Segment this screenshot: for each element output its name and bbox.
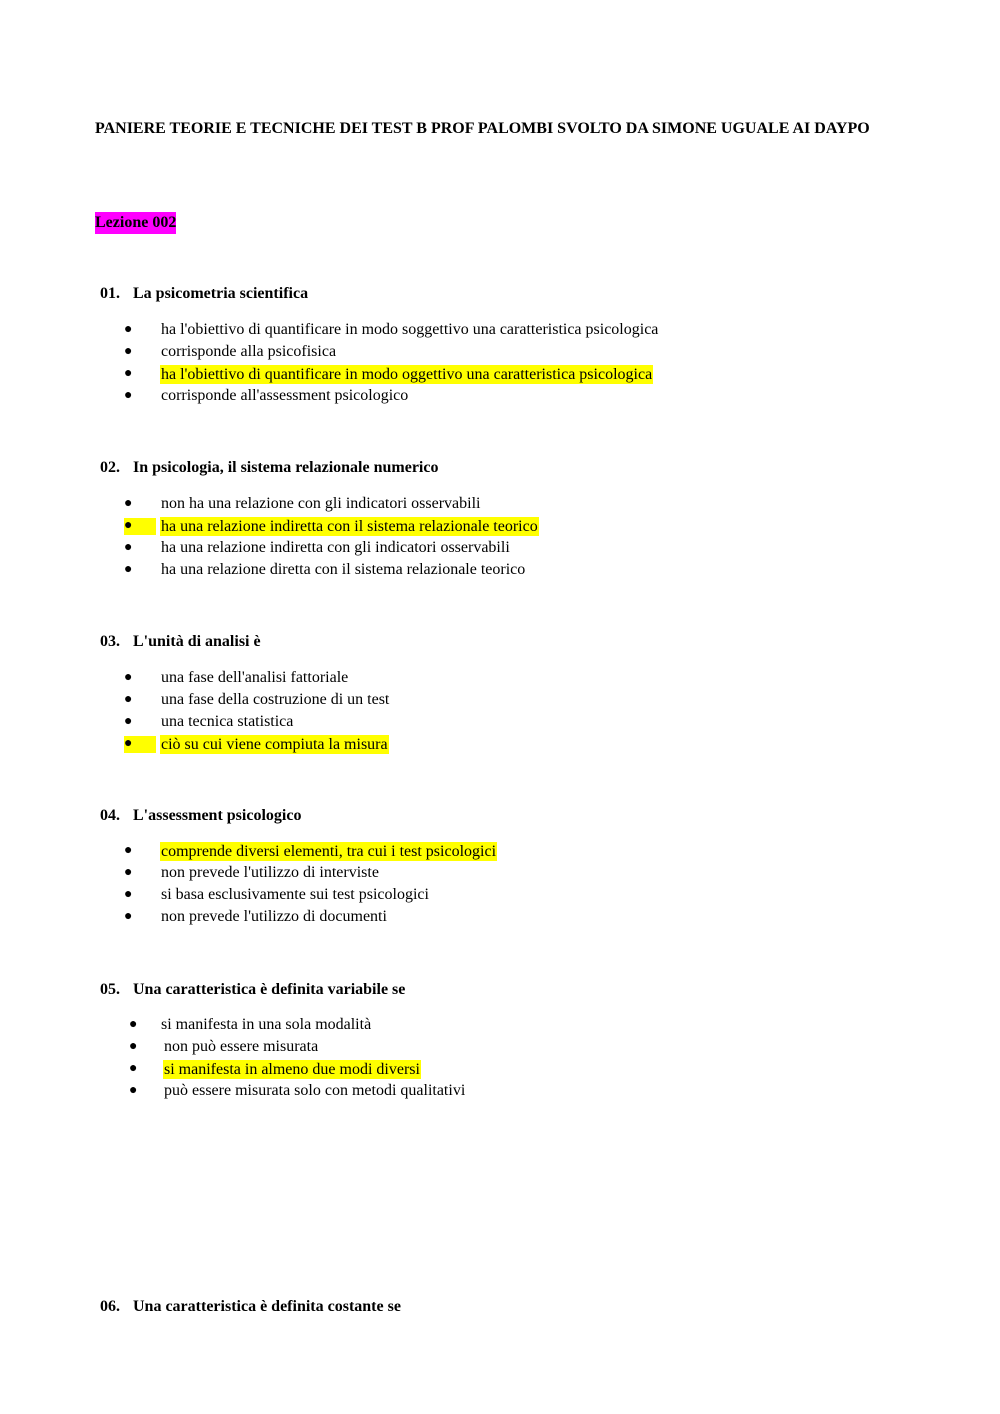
option-text: comprende diversi elementi, tra cui i test psicologici (161, 843, 497, 860)
option-text: ciò su cui viene compiuta la misura (161, 736, 388, 753)
options-list-02 (0, 493, 1000, 581)
question-number: 05. (100, 981, 120, 998)
option-item (0, 862, 1000, 884)
question-text: L'assessment psicologico (133, 807, 302, 824)
option-item-correct (0, 733, 1000, 755)
option-text: una fase dell'analisi fattoriale (161, 669, 349, 686)
option-item (0, 385, 1000, 407)
option-item (0, 711, 1000, 733)
options-list-01 (0, 319, 1000, 407)
option-item-correct (0, 840, 1000, 862)
bullet-icon: ● (124, 736, 133, 751)
bullet-icon: ● (124, 843, 133, 858)
question-number: 02. (100, 459, 120, 476)
option-text: si manifesta in una sola modalità (161, 1016, 372, 1033)
question-02 (100, 457, 438, 479)
option-text: una fase della costruzione di un test (161, 691, 390, 708)
bullet-icon: ● (129, 1061, 138, 1076)
option-text: non può essere misurata (164, 1038, 319, 1055)
option-text: si manifesta in almeno due modi diversi (164, 1061, 420, 1078)
option-item (0, 884, 1000, 906)
question-text: La psicometria scientifica (133, 285, 309, 302)
bullet-icon: ● (124, 562, 133, 577)
option-item-correct (0, 1058, 1000, 1080)
question-text: Una caratteristica è definita variabile se (133, 981, 406, 998)
question-number: 03. (100, 633, 120, 650)
option-item (0, 1036, 1000, 1058)
question-text: L'unità di analisi è (133, 633, 261, 650)
bullet-icon: ● (124, 714, 133, 729)
question-text: Una caratteristica è definita costante se (133, 1298, 401, 1315)
question-number: 01. (100, 285, 120, 302)
bullet-icon: ● (124, 388, 133, 403)
option-item-correct (0, 515, 1000, 537)
bullet-icon: ● (124, 909, 133, 924)
bullet-icon: ● (129, 1017, 138, 1032)
options-list-04 (0, 840, 1000, 928)
option-item (0, 319, 1000, 341)
bullet-icon: ● (124, 344, 133, 359)
option-text: corrisponde alla psicofisica (161, 343, 337, 360)
option-item (0, 537, 1000, 559)
option-text: ha l'obiettivo di quantificare in modo soggettivo una caratteristica psicologica (161, 321, 659, 338)
question-04 (100, 805, 301, 827)
bullet-icon: ● (129, 1083, 138, 1098)
bullet-icon: ● (124, 670, 133, 685)
option-text: ha l'obiettivo di quantificare in modo oggettivo una caratteristica psicologica (161, 366, 653, 383)
option-item (0, 1014, 1000, 1036)
option-item (0, 667, 1000, 689)
option-text: non prevede l'utilizzo di interviste (161, 864, 379, 881)
option-item (0, 493, 1000, 515)
option-text: una tecnica statistica (161, 713, 294, 730)
option-text: ha una relazione indiretta con gli indicatori osservabili (161, 539, 510, 556)
option-text: corrisponde all'assessment psicologico (161, 387, 409, 404)
bullet-icon: ● (129, 1039, 138, 1054)
option-item (0, 906, 1000, 928)
bullet-icon: ● (124, 366, 133, 381)
question-number: 04. (100, 807, 120, 824)
bullet-icon: ● (124, 322, 133, 337)
question-number: 06. (100, 1298, 120, 1315)
question-01 (100, 283, 308, 305)
bullet-icon: ● (124, 518, 133, 533)
options-list-05 (0, 1014, 1000, 1102)
document-title: PANIERE TEORIE E TECNICHE DEI TEST B PROF PALOMBI SVOLTO DA SIMONE UGUALE AI DAYPO (95, 120, 870, 137)
options-list-03 (0, 667, 1000, 755)
option-item (0, 559, 1000, 581)
question-05 (100, 979, 405, 1001)
option-item (0, 341, 1000, 363)
bullet-icon: ● (124, 692, 133, 707)
option-text: ha una relazione indiretta con il sistema relazionale teorico (161, 518, 538, 535)
option-text: non ha una relazione con gli indicatori osservabili (161, 495, 481, 512)
option-text: ha una relazione diretta con il sistema relazionale teorico (161, 561, 526, 578)
question-text: In psicologia, il sistema relazionale numerico (133, 459, 439, 476)
question-03 (100, 631, 261, 653)
option-item (0, 1080, 1000, 1102)
lesson-label: Lezione 002 (95, 212, 176, 234)
bullet-icon: ● (124, 887, 133, 902)
option-text: non prevede l'utilizzo di documenti (161, 908, 387, 925)
question-06 (100, 1296, 401, 1318)
bullet-icon: ● (124, 540, 133, 555)
bullet-icon: ● (124, 496, 133, 511)
bullet-icon: ● (124, 865, 133, 880)
option-text: si basa esclusivamente sui test psicologici (161, 886, 429, 903)
option-text: può essere misurata solo con metodi qualitativi (164, 1082, 466, 1099)
option-item (0, 689, 1000, 711)
option-item-correct (0, 363, 1000, 385)
